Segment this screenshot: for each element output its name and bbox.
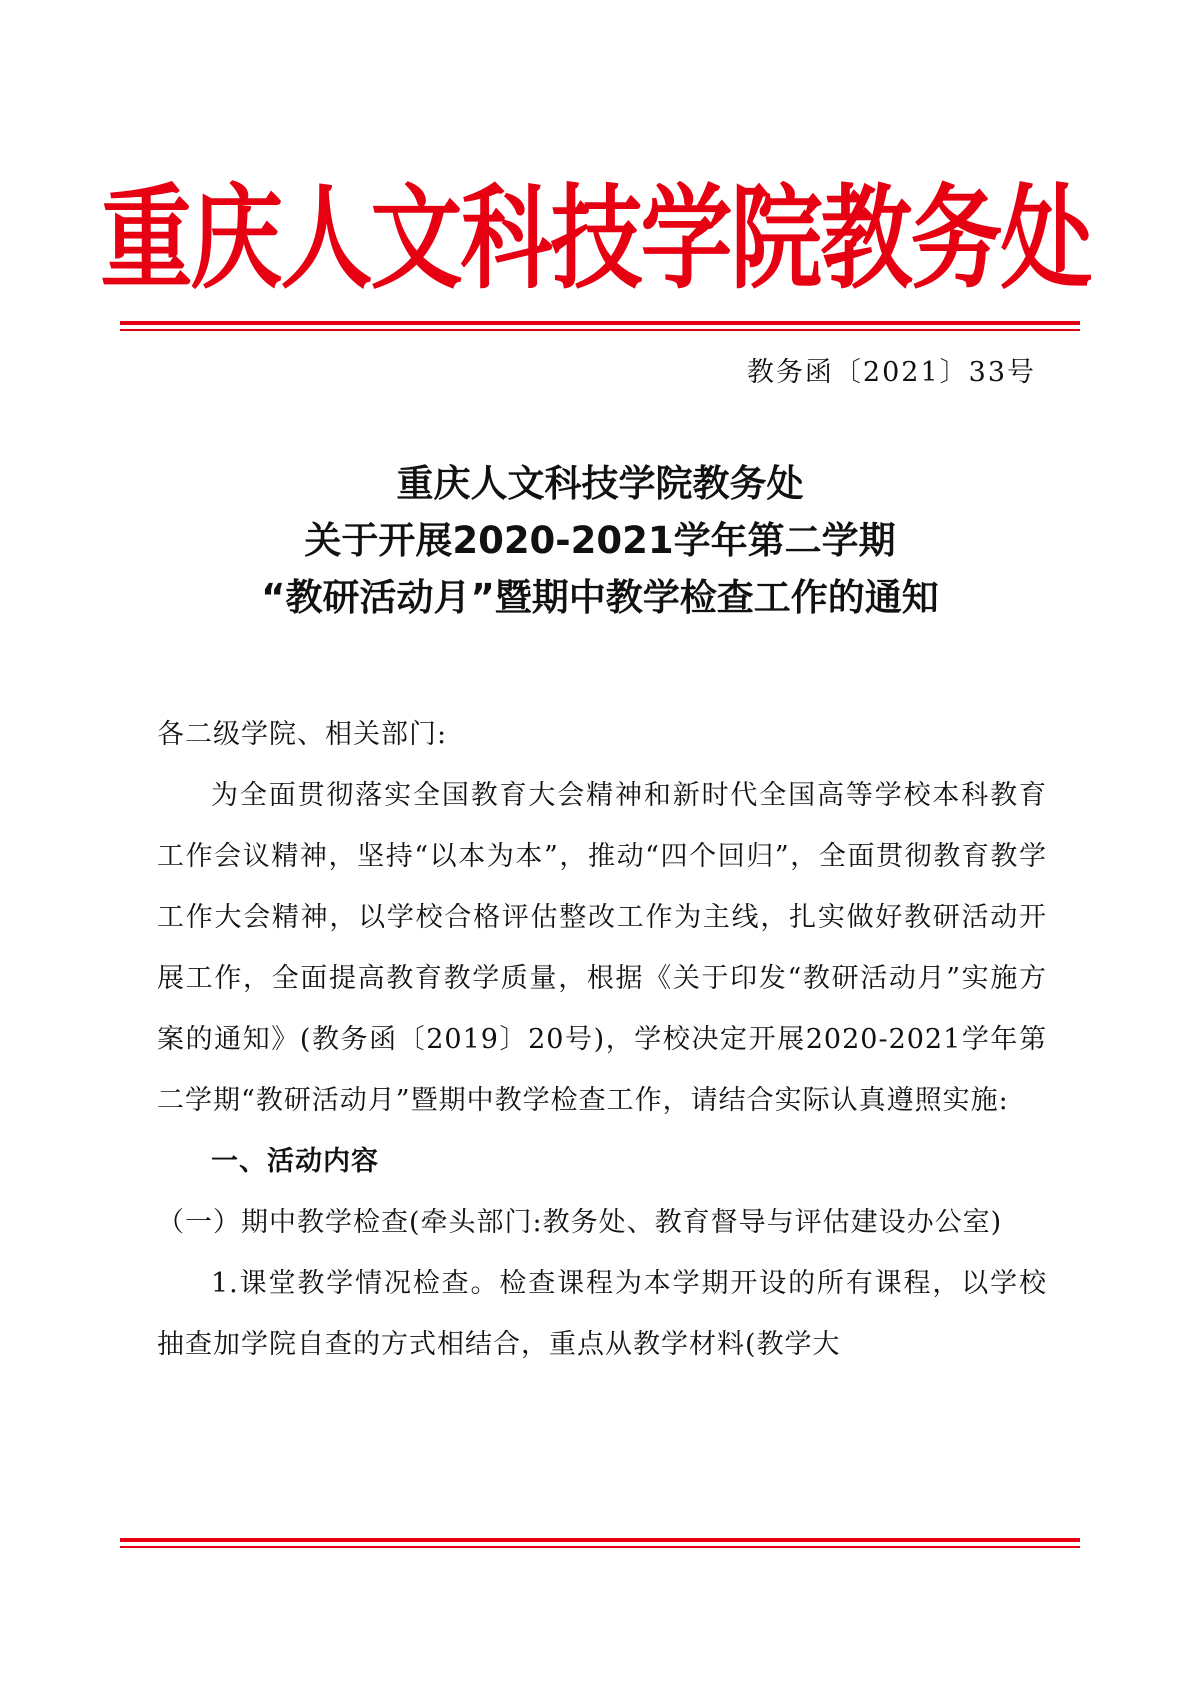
title-line-3: “教研活动月”暨期中教学检查工作的通知 (261, 576, 939, 619)
title-line-2: 关于开展2020-2021学年第二学期 (304, 519, 896, 562)
document-body (157, 704, 1047, 1375)
section-heading: 一、活动内容 (211, 1146, 379, 1177)
footer-thick-line (120, 1538, 1080, 1542)
title-line-1: 重庆人文科技学院教务处 (396, 462, 804, 505)
item-paragraph: 1.课堂教学情况检查。检查课程为本学期开设的所有课程，以学校抽查加学院自查的方式相结合，重点从教学材料(教学大 (157, 1268, 1047, 1360)
document-number: 教务函〔2021〕33号 (746, 357, 1036, 388)
intro-paragraph: 为全面贯彻落实全国教育大会精神和新时代全国高等学校本科教育工作会议精神，坚持“以本为本”，推动“四个回归”，全面贯彻教育教学工作大会精神，以学校合格评估整改工作为主线，扎实做好教研活动开展工作，全面提高教育教学质量，根据《关于印发“教研活动月”实施方案的通知》(教务函〔2019〕20号)，学校决定开展2020-2021学年第二学期“教研活动月”暨期中教学检查工作，请结合实际认真遵照实施: (157, 780, 1047, 1116)
footer-divider (120, 1538, 1080, 1548)
footer-thin-line (120, 1546, 1080, 1548)
document-title (120, 455, 1080, 626)
salutation: 各二级学院、相关部门: (157, 719, 448, 750)
letterhead-org-name: 重庆人文科技学院教务处 (100, 173, 1091, 305)
divider-thin-line (120, 329, 1080, 331)
divider-thick-line (120, 321, 1080, 325)
letterhead-divider (120, 321, 1080, 331)
subsection-heading: （一）期中教学检查(牵头部门:教务处、教育督导与评估建设办公室) (157, 1207, 1003, 1238)
